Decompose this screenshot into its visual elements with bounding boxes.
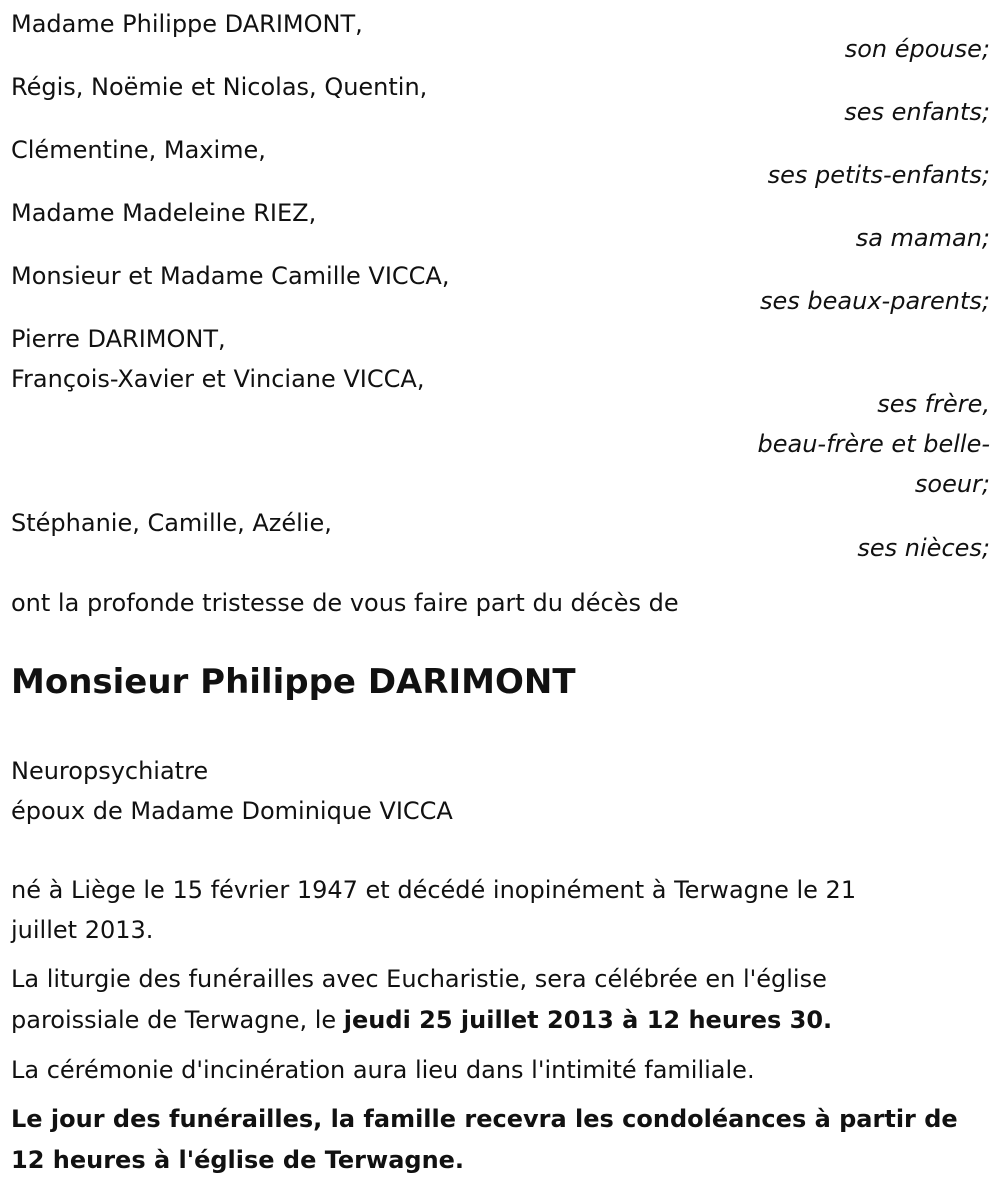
cremation-text: La cérémonie d'incinération aura lieu dans l'intimité familiale. xyxy=(11,1056,755,1084)
siblings-relation-line-3: soeur; xyxy=(914,470,990,498)
family-relation-children: ses enfants; xyxy=(844,98,990,126)
profession: Neuropsychiatre xyxy=(11,757,209,785)
family-names-grandchildren: Clémentine, Maxime, xyxy=(11,136,266,164)
family-relation-grandchildren: ses petits-enfants; xyxy=(767,161,990,189)
siblings-relation-line-2: beau-frère et belle- xyxy=(757,430,990,458)
deceased-name: Monsieur Philippe DARIMONT xyxy=(11,662,576,702)
liturgy-line-1: La liturgie des funérailles avec Eucharistie, sera célébrée en l'église xyxy=(11,965,827,993)
family-relation-mother: sa maman; xyxy=(855,224,990,252)
liturgy-line-2-prefix: paroissiale de Terwagne, le xyxy=(11,1006,344,1034)
family-relation-parents-in-law: ses beaux-parents; xyxy=(760,287,990,315)
family-names-mother: Madame Madeleine RIEZ, xyxy=(11,199,317,227)
siblings-relation-line-1: ses frère, xyxy=(877,390,990,418)
nieces-relation: ses nièces; xyxy=(857,534,990,562)
siblings-line-1: Pierre DARIMONT, xyxy=(11,325,226,353)
family-names-spouse: Madame Philippe DARIMONT, xyxy=(11,10,363,38)
condolences-line-1: Le jour des funérailles, la famille recevra les condoléances à partir de xyxy=(11,1105,958,1133)
condolences-line-2: 12 heures à l'église de Terwagne. xyxy=(11,1146,465,1174)
nieces-names: Stéphanie, Camille, Azélie, xyxy=(11,509,332,537)
family-names-parents-in-law: Monsieur et Madame Camille VICCA, xyxy=(11,262,450,290)
birth-death-line-2: juillet 2013. xyxy=(11,916,154,944)
liturgy-line-2 xyxy=(11,1006,832,1034)
liturgy-date-time: jeudi 25 juillet 2013 à 12 heures 30. xyxy=(343,1006,833,1034)
family-relation-spouse: son épouse; xyxy=(844,35,990,63)
family-names-children: Régis, Noëmie et Nicolas, Quentin, xyxy=(11,73,428,101)
spouse-line: époux de Madame Dominique VICCA xyxy=(11,797,453,825)
birth-death-line-1: né à Liège le 15 février 1947 et décédé inopinément à Terwagne le 21 xyxy=(11,876,857,904)
announcement-text: ont la profonde tristesse de vous faire part du décès de xyxy=(11,589,679,617)
siblings-line-2: François-Xavier et Vinciane VICCA, xyxy=(11,365,425,393)
